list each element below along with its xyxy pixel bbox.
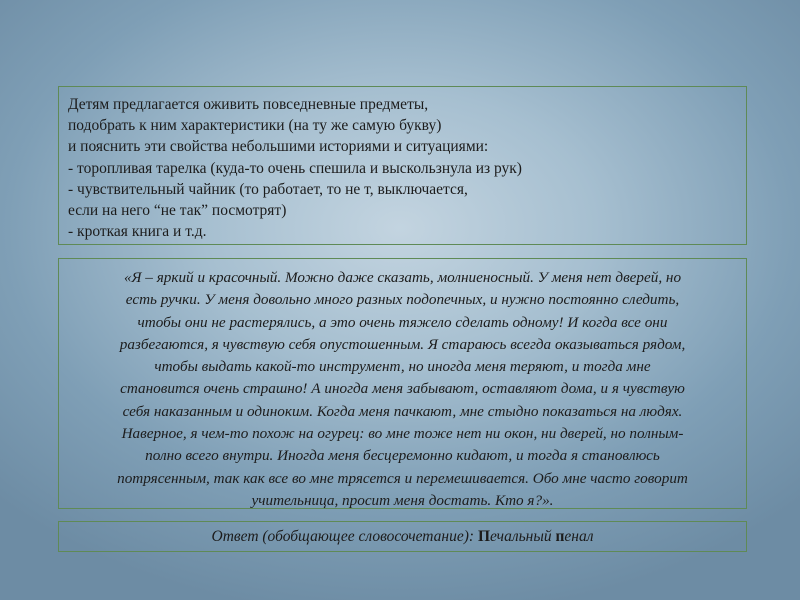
answer-word1-initial: П: [477, 528, 490, 545]
riddle-line: разбегаются, я чувствую себя опустошенным. Я стараюсь всегда оказываться рядом,: [119, 335, 686, 353]
riddle-line: чтобы они не растерялись, а это очень тяжело сделать одному! И когда все они: [137, 313, 668, 331]
intro-text-box: [58, 86, 747, 245]
intro-example-line: - чувствительный чайник (то работает, то не т, выключается,: [68, 180, 468, 198]
intro-example-line: если на него “не так” посмотрят): [68, 202, 287, 220]
intro-example-line: - кроткая книга и т.д.: [68, 223, 207, 241]
answer-word2-initial: п: [555, 528, 565, 545]
intro-line: и пояснить эти свойства небольшими историями и ситуациями:: [68, 138, 489, 156]
riddle-line: «Я – яркий и красочный. Можно даже сказать, молниеносный. У меня нет дверей, но: [123, 269, 682, 286]
riddle-line: себя наказанным и одиноким. Когда меня пачкают, мне стыдно показаться на людях.: [122, 402, 683, 420]
riddle-line: есть ручки. У меня довольно много разных подопечных, и нужно постоянно следить,: [125, 291, 680, 309]
answer-word2-rest: енал: [564, 528, 594, 545]
intro-example-line: - торопливая тарелка (куда-то очень спешила и выскользнула из рук): [68, 159, 522, 177]
riddle-line: Наверное, я чем-то похож на огурец: во мне тоже нет ни окон, ни дверей, но полным-: [121, 425, 684, 443]
riddle-line: учительница, просит меня достать. Кто я?».: [251, 491, 554, 509]
intro-line: подобрать к ним характеристики (на ту же самую букву): [68, 117, 442, 135]
riddle-line: полно всего внутри. Иногда меня бесцеремонно кидают, и тогда я становлюсь: [145, 447, 660, 465]
answer-word1-rest: ечальный: [490, 528, 556, 545]
riddle-text-box: [58, 258, 747, 509]
riddle-line: потрясенным, так как все во мне трясется и перемешивается. Обо мне часто говорит: [117, 469, 688, 487]
riddle-line: становится очень страшно! А иногда меня забывают, оставляют дома, и я чувствую: [120, 380, 685, 398]
answer-box: [58, 521, 747, 552]
answer-prefix: Ответ (обобщающее словосочетание):: [211, 528, 478, 545]
intro-line: Детям предлагается оживить повседневные предметы,: [68, 96, 429, 113]
riddle-line: чтобы выдать какой-то инструмент, но иногда меня теряют, и тогда мне: [154, 358, 651, 376]
